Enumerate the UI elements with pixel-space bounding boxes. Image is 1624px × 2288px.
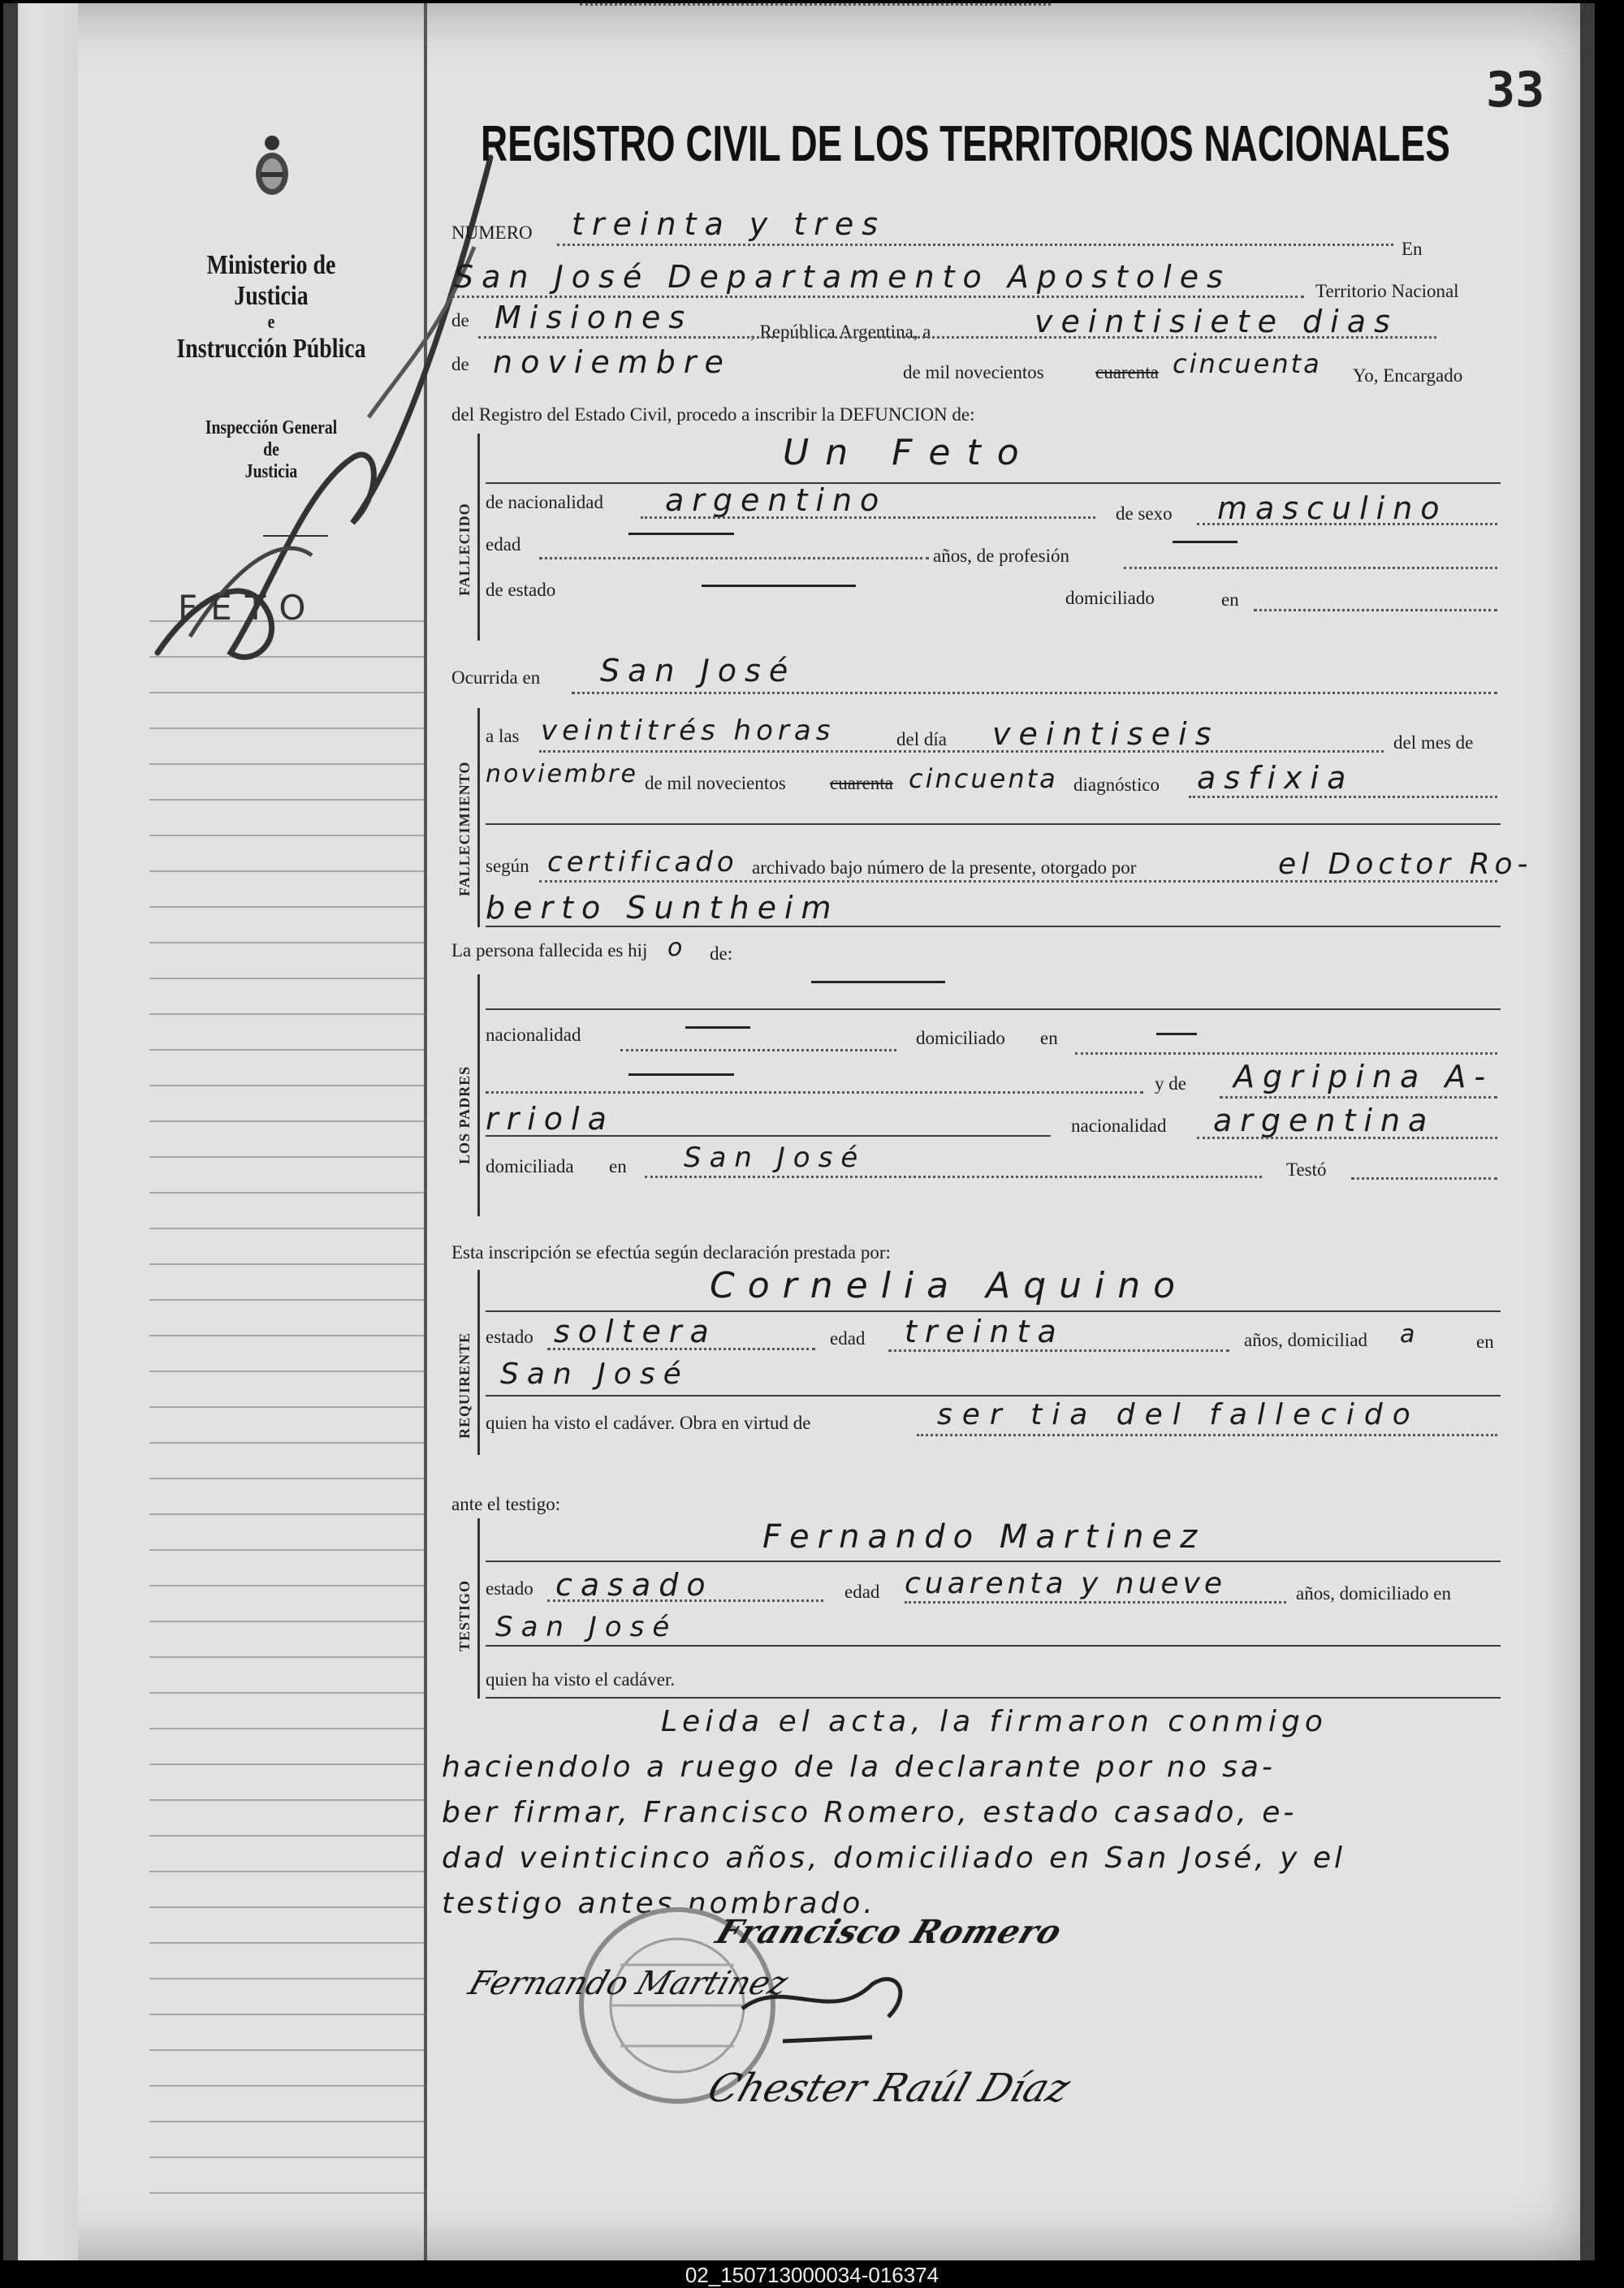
dia-value: veintiseis	[992, 716, 1220, 752]
stub-rule-line	[149, 2085, 425, 2087]
stub-rule-line	[149, 727, 425, 729]
padres-intro-label: La persona fallecida es hij	[451, 940, 648, 961]
sexo-dots	[1197, 523, 1497, 525]
stub-rule-line	[149, 942, 425, 943]
stub-rule-line	[149, 1371, 425, 1372]
y-de-label: y de	[1155, 1073, 1186, 1094]
stub-rule-line	[149, 1799, 425, 1801]
padres-dash	[811, 981, 945, 983]
signature-fernando-martinez: Fernando Martinez	[464, 1965, 793, 2002]
territorio-label: Territorio Nacional	[1315, 281, 1459, 301]
stub-rule-line	[149, 2156, 425, 2158]
edad-label: edad	[486, 534, 521, 555]
stub-rule-line	[149, 1763, 425, 1765]
horas-value: veintitrés horas	[541, 714, 836, 747]
inspection-line-1: Inspección General	[205, 417, 338, 438]
ministry-line-2: e	[267, 312, 275, 333]
father-nacionalidad-dash	[685, 1026, 750, 1029]
stub-rule-line	[149, 1978, 425, 1979]
father-nacionalidad-dots	[620, 1049, 896, 1051]
signature-registrar: Chester Raúl Díaz	[702, 2066, 1076, 2111]
testigo-edad-dots	[905, 1601, 1286, 1604]
register-title: REGISTRO CIVIL DE LOS TERRITORIOS NACIONALES	[481, 116, 1450, 172]
closing-line-2: haciendolo a ruego de la declarante por no sa-	[442, 1751, 1276, 1784]
day-value: veintisiete dias	[1034, 304, 1398, 339]
stub-rule-line	[149, 835, 425, 836]
nacionalidad-label: de nacionalidad	[486, 492, 603, 512]
testigo-estado-value: casado	[555, 1567, 714, 1603]
requirente-domicilio-line	[486, 1395, 1501, 1397]
stub-rule-line	[149, 763, 425, 765]
mother-nacionalidad-value: argentina	[1213, 1103, 1436, 1138]
testigo-end-line	[486, 1697, 1501, 1699]
signature-francisco-romero: Francisco Romero	[710, 1913, 1068, 1951]
stub-rule-line	[149, 1335, 425, 1336]
fallecimiento-year-label: de mil novecientos	[645, 773, 786, 793]
stub-rule-line	[149, 1120, 425, 1122]
profesion-dots	[1124, 567, 1497, 569]
year-label: de mil novecientos	[903, 362, 1044, 382]
padres-de-label: de:	[710, 943, 733, 964]
segun-label: según	[486, 856, 529, 876]
stub-rule-line	[149, 1692, 425, 1694]
testigo-anos-label: años, domiciliado en	[1296, 1583, 1451, 1604]
numero-label: NUMERO	[451, 222, 533, 243]
fallecido-label: FALLECIDO	[456, 503, 473, 596]
de-label: de	[451, 310, 469, 330]
de-label-2: de	[451, 354, 469, 374]
fallecido-name: Un Feto	[783, 432, 1035, 473]
father-domiciliado-label: domiciliado	[916, 1028, 1005, 1048]
domiciliada-label: domiciliada	[486, 1156, 574, 1176]
mes-label: del mes de	[1393, 732, 1474, 753]
testo-label: Testó	[1286, 1159, 1327, 1180]
fallecimiento-label: FALLECIMIENTO	[456, 761, 473, 896]
year-value: cincuenta	[1173, 348, 1322, 379]
father-line2-dots	[486, 1091, 1143, 1094]
ocurrida-value: San José	[600, 653, 797, 689]
encargado-label: Yo, Encargado	[1353, 365, 1463, 386]
place-dots	[451, 296, 1304, 298]
anos-label: años, de profesión	[933, 546, 1069, 566]
estado-dash	[702, 585, 856, 587]
en-label: En	[1402, 239, 1423, 259]
horas-label: a las	[486, 726, 520, 746]
father-dash-2	[628, 1073, 734, 1076]
ministry-line-1: Ministerio de Justicia	[206, 250, 336, 311]
father-name-line	[486, 1008, 1501, 1010]
requirente-intro: Esta inscripción se efectúa según declaración prestada por:	[451, 1242, 891, 1263]
segun-dots	[539, 880, 1497, 883]
stub-rule-line	[149, 870, 425, 872]
stub-rule-line	[149, 1728, 425, 1729]
numero-dots	[557, 244, 1393, 246]
testigo-estado-label: estado	[486, 1578, 533, 1599]
stub-rule-line	[149, 906, 425, 908]
sexo-value: masculino	[1217, 490, 1448, 526]
requirente-visto-dots	[917, 1434, 1497, 1436]
domicilio-dots	[1254, 609, 1497, 611]
dia-label: del día	[896, 729, 947, 749]
fallecido-bracket	[477, 434, 480, 641]
requirente-estado-dots	[547, 1348, 815, 1350]
stub-rule-line	[149, 2121, 425, 2122]
diagnostico-label: diagnóstico	[1073, 775, 1160, 795]
father-en-label: en	[1040, 1028, 1058, 1048]
mother-nacionalidad-dots	[1197, 1137, 1497, 1139]
diagnostico-dots	[1189, 796, 1497, 798]
requirente-anos-label: años, domiciliad	[1244, 1330, 1368, 1350]
requirente-estado-value: soltera	[554, 1314, 717, 1349]
territory-value: Misiones	[495, 300, 693, 335]
requirente-bracket	[477, 1270, 480, 1455]
estado-dots	[580, 3, 1051, 6]
sexo-label: de sexo	[1116, 503, 1173, 524]
register-page	[3, 3, 1593, 2260]
closing-line-3: ber firmar, Francisco Romero, estado casado, e-	[442, 1796, 1298, 1829]
requirente-edad-label: edad	[830, 1328, 866, 1349]
stub-rule-line	[149, 1013, 425, 1015]
republica-label: , República Argentina, a	[750, 322, 931, 342]
requirente-edad-dots	[888, 1349, 1229, 1352]
requirente-domicilio-value: San José	[500, 1358, 689, 1391]
edad-dash	[628, 533, 734, 535]
month-value: noviembre	[493, 344, 732, 380]
stub-rule-line	[149, 2049, 425, 2051]
ocurrida-dots	[572, 692, 1497, 694]
stub-rule-line	[149, 1228, 425, 1229]
requirente-estado-label: estado	[486, 1327, 533, 1347]
requirente-label: REQUIRENTE	[456, 1332, 473, 1439]
testigo-bracket	[477, 1518, 480, 1699]
diagnostico-value: asfixia	[1197, 760, 1354, 796]
requirente-name-line	[486, 1310, 1501, 1312]
stub-rule-line	[149, 1585, 425, 1586]
nacionalidad-dots	[641, 516, 1095, 519]
stub-rule-line	[149, 1906, 425, 1908]
estado-label: de estado	[486, 580, 556, 600]
closing-line-4: dad veinticinco años, domiciliado en San José, y el	[442, 1841, 1346, 1875]
stub-rule-line	[149, 1478, 425, 1479]
place-value: San José Departamento Apostoles	[454, 259, 1231, 295]
stub-rule-line	[149, 1442, 425, 1444]
book-edge-left	[3, 3, 18, 2260]
stub-rule-line	[149, 1192, 425, 1194]
stub-rule-line	[149, 2192, 425, 2194]
domiciliada-value: San José	[684, 1142, 866, 1174]
mother-name-dots	[1220, 1096, 1497, 1099]
image-id-footer: 02_150713000034-016374	[685, 2263, 939, 2287]
numero-value: treinta y tres	[572, 206, 887, 242]
padres-label: LOS PADRES	[456, 1065, 473, 1164]
father-domicilio-dots	[1075, 1052, 1497, 1055]
mes-value: noviembre	[486, 760, 638, 788]
mother-name: Agripina A-	[1233, 1059, 1494, 1094]
ocurrida-label: Ocurrida en	[451, 667, 541, 688]
padres-intro-suffix: o	[667, 934, 691, 962]
book-edge-right	[1580, 3, 1595, 2260]
domiciliada-dots	[645, 1176, 1262, 1178]
closing-line-1: Leida el acta, la firmaron conmigo	[661, 1705, 1328, 1738]
closing-line-5: testigo antes nombrado.	[442, 1887, 876, 1920]
testigo-estado-dots	[547, 1599, 823, 1602]
profesion-dash	[1173, 541, 1237, 543]
fallecimiento-line1-dots	[539, 750, 1384, 753]
father-domicilio-dash	[1156, 1033, 1197, 1035]
testigo-visto-label: quien ha visto el cadáver.	[486, 1669, 676, 1690]
stub-rule-line	[149, 1299, 425, 1301]
stub-rule-line	[149, 1406, 425, 1408]
testigo-domicilio-value: San José	[495, 1611, 678, 1643]
fallecimiento-year-struck: cuarenta	[830, 773, 893, 793]
domiciliada-en-label: en	[609, 1156, 627, 1176]
stub-rule-line	[149, 1263, 425, 1265]
requirente-visto-label: quien ha visto el cadáver. Obra en virtud de	[486, 1413, 811, 1433]
fallecimiento-year-value: cincuenta	[909, 763, 1058, 794]
edad-dots	[539, 557, 929, 559]
requirente-edad-value: treinta	[905, 1314, 1065, 1349]
fallecimiento-blank-line	[486, 823, 1501, 825]
otorgado-value-2: berto Suntheim	[486, 890, 840, 926]
requirente-anos-suffix: a	[1400, 1320, 1423, 1349]
mother-nacionalidad-label: nacionalidad	[1071, 1116, 1167, 1136]
stub-rule-line	[149, 1085, 425, 1086]
year-struck: cuarenta	[1095, 362, 1159, 382]
fallecimiento-bracket	[477, 708, 480, 927]
registro-line: del Registro del Estado Civil, procedo a inscribir la DEFUNCION de:	[451, 404, 975, 425]
padres-bracket	[477, 974, 480, 1216]
stub-rule-line	[149, 1835, 425, 1837]
mother-name-line	[486, 1135, 1051, 1137]
stub-rule-line	[149, 799, 425, 801]
signature-flourish	[734, 1960, 921, 2049]
segun-value: certificado	[547, 846, 738, 879]
ministry-line-3: Instrucción Pública	[176, 334, 366, 364]
testigo-name: Fernando Martinez	[762, 1518, 1206, 1556]
testigo-intro: ante el testigo:	[451, 1494, 561, 1514]
testo-dots	[1351, 1177, 1497, 1180]
stub-rule-line	[149, 1049, 425, 1051]
requirente-visto-value: ser tia del fallecido	[937, 1398, 1420, 1431]
stub-rule-line	[149, 1549, 425, 1551]
stub-rule-line	[149, 1656, 425, 1658]
father-nacionalidad-label: nacionalidad	[486, 1025, 581, 1045]
requirente-name: Cornelia Aquino	[710, 1265, 1189, 1306]
stub-rule-line	[149, 1871, 425, 1872]
otorgado-line	[486, 926, 1501, 927]
inspection-line-3: Justicia	[244, 461, 298, 482]
fallecido-name-line	[486, 482, 1501, 484]
testigo-name-line	[486, 1561, 1501, 1562]
domiciliado-label: domiciliado	[1065, 588, 1155, 608]
page-number: 33	[1486, 62, 1545, 119]
stub-rule-line	[149, 1513, 425, 1515]
stub-rule-line	[149, 1621, 425, 1622]
margin-note: FETO	[178, 588, 319, 628]
stub-rule-line	[149, 1156, 425, 1158]
inspection-line-2: de	[263, 439, 279, 460]
day-dots	[478, 336, 1436, 339]
testigo-label: TESTIGO	[456, 1579, 473, 1651]
testigo-edad-value: cuarenta y nueve	[905, 1567, 1227, 1600]
nacionalidad-value: argentino	[665, 482, 888, 518]
stub-rule-line	[149, 1942, 425, 1944]
otorgado-value: el Doctor Ro-	[1278, 848, 1533, 881]
domicilio-en-label: en	[1221, 589, 1239, 610]
requirente-en-label: en	[1476, 1332, 1494, 1352]
mother-name-2: rriola	[486, 1101, 615, 1137]
testigo-edad-label: edad	[844, 1582, 880, 1602]
archivado-label: archivado bajo número de la presente, otorgado por	[752, 857, 1137, 878]
stub-rule-line	[149, 978, 425, 979]
testigo-domicilio-line	[486, 1645, 1501, 1647]
stub-rule-line	[149, 2014, 425, 2015]
